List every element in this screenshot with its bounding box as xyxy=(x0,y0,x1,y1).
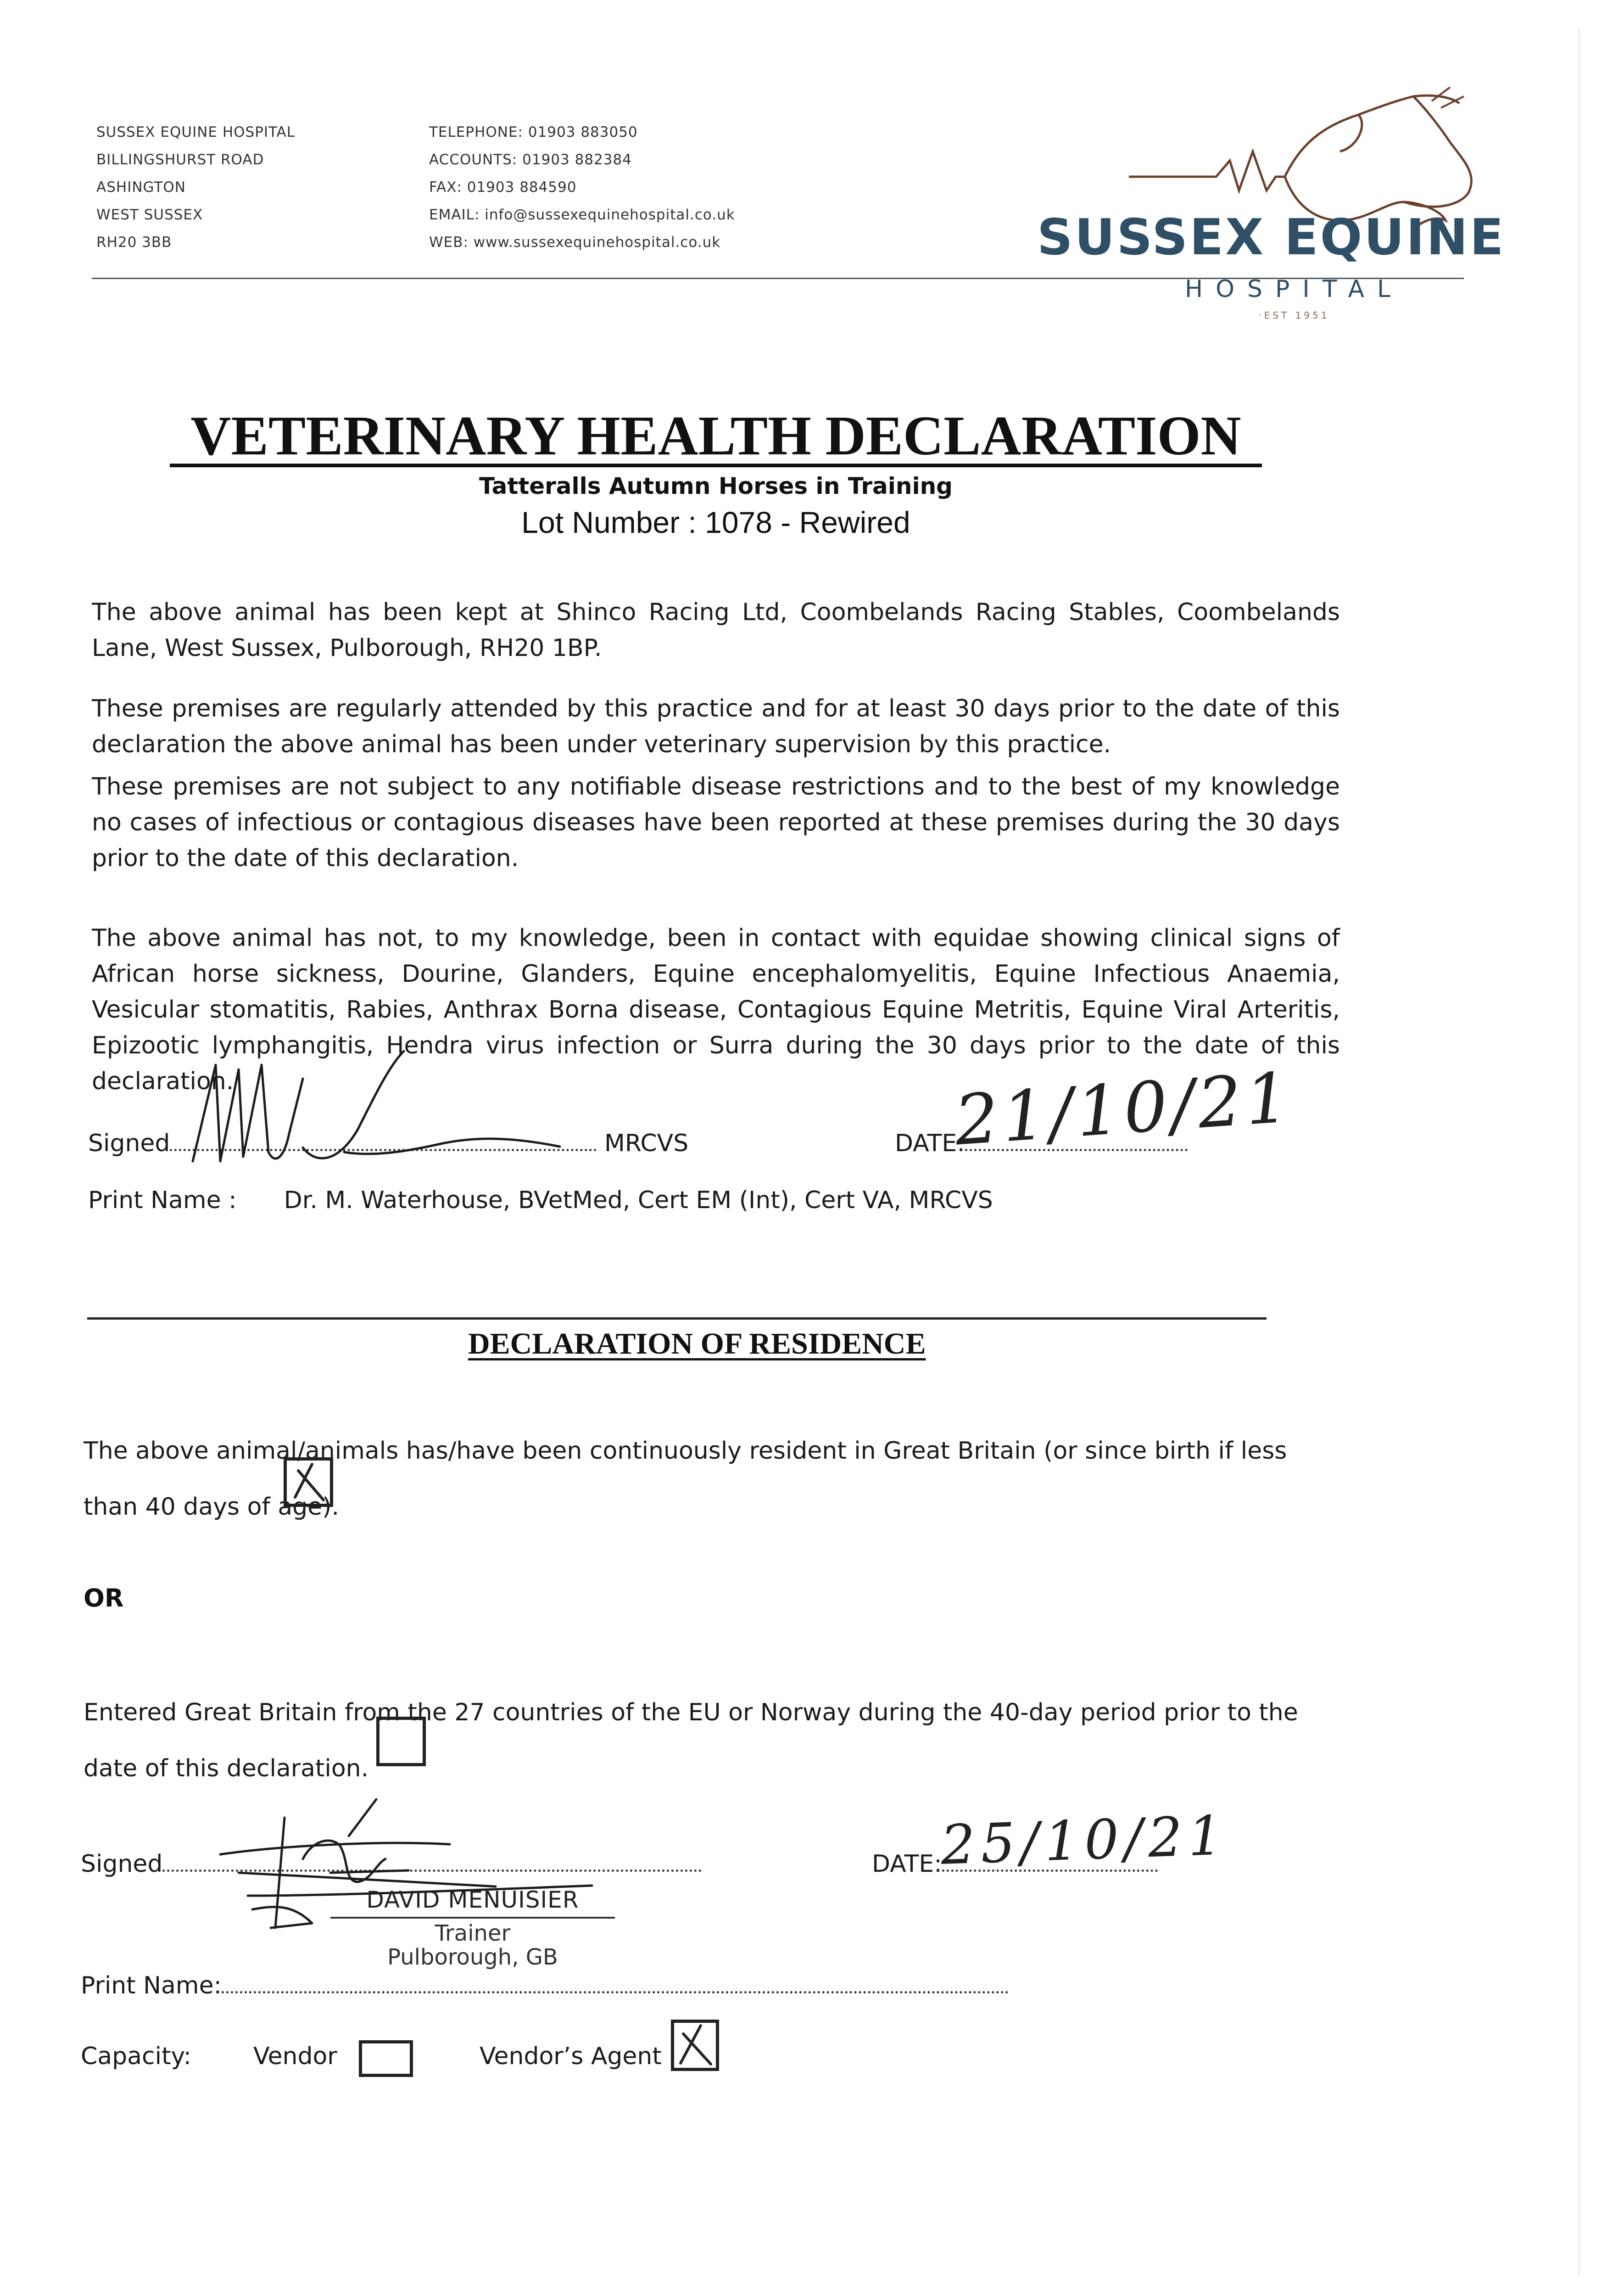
letterhead-address xyxy=(96,118,335,256)
paragraph-contact: The above animal has not, to my knowledge, been in contact with equidae showing clinical signs of African horse sickness, Dourine, Glanders, Equine encephalomyelitis, Equine Infectious Anaemia, Vesicular stomatitis, Rabies, Anthrax Borna disease, Contagious Equine Metritis, Equine Viral Arteritis, Epizootic lymphangitis, Hendra virus infection or Surra during the 30 days prior to the date of this declaration. xyxy=(92,924,1340,1095)
trainer-signature-line[interactable] xyxy=(162,1847,702,1872)
vet-handwritten-date: 21/10/21 xyxy=(952,1058,1295,1161)
trainer-print-label: Print Name: xyxy=(81,1972,222,1999)
trainer-date-line[interactable] xyxy=(942,1847,1158,1872)
residence-option-2: Entered Great Britain from the 27 countries of the EU or Norway during the 40-day period prior to the date of this declaration. xyxy=(84,1699,1298,1782)
paragraph-restrictions: These premises are not subject to any notifiable disease restrictions and to the best of my knowledge no cases of infectious or contagious diseases have been reported at these premises during the 30 days prior to the date of this declaration. xyxy=(92,773,1340,872)
contact-line: ACCOUNTS: 01903 882384 xyxy=(429,151,632,168)
trainer-date-label: DATE: xyxy=(872,1850,942,1878)
logo-sub: HOSPITAL xyxy=(1184,275,1403,303)
vet-print-name: Dr. M. Waterhouse, BVetMed, Cert EM (Int), Cert VA, MRCVS xyxy=(284,1187,993,1214)
logo-est: ·EST 1951 xyxy=(1258,310,1330,321)
lot-number: Lot Number : 1078 - Rewired xyxy=(521,505,910,539)
trainer-stamp xyxy=(330,1886,615,1968)
vet-date-line[interactable] xyxy=(965,1127,1188,1151)
paragraph-supervision: These premises are regularly attended by this practice and for at least 30 days prior to the date of this declaration the above animal has been under veterinary supervision by this practice. xyxy=(92,695,1340,758)
scan-edge xyxy=(1579,28,1580,2277)
address-line: BILLINGSHURST ROAD xyxy=(96,151,264,168)
trainer-print-line[interactable] xyxy=(222,1969,1009,1993)
address-line: ASHINGTON xyxy=(96,179,186,196)
paragraph-premises: The above animal has been kept at Shinco Racing Ltd, Coombelands Racing Stables, Coombelands Lane, West Sussex, Pulborough, RH20 1BP. xyxy=(92,599,1340,662)
residence-option-1: The above animal/animals has/have been continuously resident in Great Britain (or since birth if less than 40 days of age). xyxy=(84,1437,1287,1521)
vet-date-label: DATE: xyxy=(895,1130,965,1157)
address-line: RH20 3BB xyxy=(96,234,172,251)
vendor-checkbox[interactable] xyxy=(359,2040,413,2077)
vet-print-row xyxy=(88,1187,993,1214)
trainer-date-row xyxy=(872,1847,1158,1878)
section-divider xyxy=(87,1317,1267,1320)
page-title: VETERINARY HEALTH DECLARATION xyxy=(190,405,1241,467)
vet-signature-line[interactable] xyxy=(170,1127,597,1151)
residence-option-1-checkbox[interactable] xyxy=(284,1457,333,1507)
letterhead-contacts xyxy=(429,118,888,256)
trainer-signed-label: Signed xyxy=(81,1850,163,1878)
residence-heading: DECLARATION OF RESIDENCE xyxy=(468,1327,926,1360)
contact-line: WEB: www.sussexequinehospital.co.uk xyxy=(429,234,721,251)
vendor-label: Vendor xyxy=(253,2043,337,2070)
contact-line: FAX: 01903 884590 xyxy=(429,179,577,196)
subtitle: Tatteralls Autumn Horses in Training xyxy=(479,473,953,499)
trainer-print-row xyxy=(81,1969,1009,1999)
vet-signed-label: Signed xyxy=(88,1130,170,1157)
stamp-place: Pulborough, GB xyxy=(387,1944,558,1970)
vet-suffix: MRCVS xyxy=(604,1130,689,1157)
header-divider xyxy=(92,278,1464,279)
vet-print-label: Print Name : xyxy=(88,1187,237,1214)
trainer-signed-row xyxy=(81,1847,702,1878)
address-line: WEST SUSSEX xyxy=(96,207,203,223)
stamp-role: Trainer xyxy=(435,1920,511,1946)
hospital-logo xyxy=(1037,83,1506,340)
logo-name: SUSSEX EQUINE xyxy=(1037,209,1506,266)
contact-line: TELEPHONE: 01903 883050 xyxy=(429,124,638,140)
or-divider-label: OR xyxy=(84,1584,124,1612)
check-mark-icon xyxy=(287,1461,330,1504)
check-mark-icon xyxy=(674,2023,716,2068)
vet-date-row xyxy=(895,1127,1188,1157)
trainer-handwritten-date: 25/10/21 xyxy=(939,1803,1229,1877)
residence-option-2-checkbox[interactable] xyxy=(376,1717,426,1766)
capacity-label: Capacity: xyxy=(81,2043,191,2070)
vet-signed-row xyxy=(88,1127,688,1157)
address-line: SUSSEX EQUINE HOSPITAL xyxy=(96,124,296,140)
contact-line: EMAIL: info@sussexequinehospital.co.uk xyxy=(429,207,735,223)
vendors-agent-label: Vendor’s Agent xyxy=(480,2043,662,2070)
title-underline xyxy=(170,464,1262,467)
vendors-agent-checkbox[interactable] xyxy=(671,2020,719,2071)
stamp-name: DAVID MENUISIER xyxy=(330,1886,615,1919)
